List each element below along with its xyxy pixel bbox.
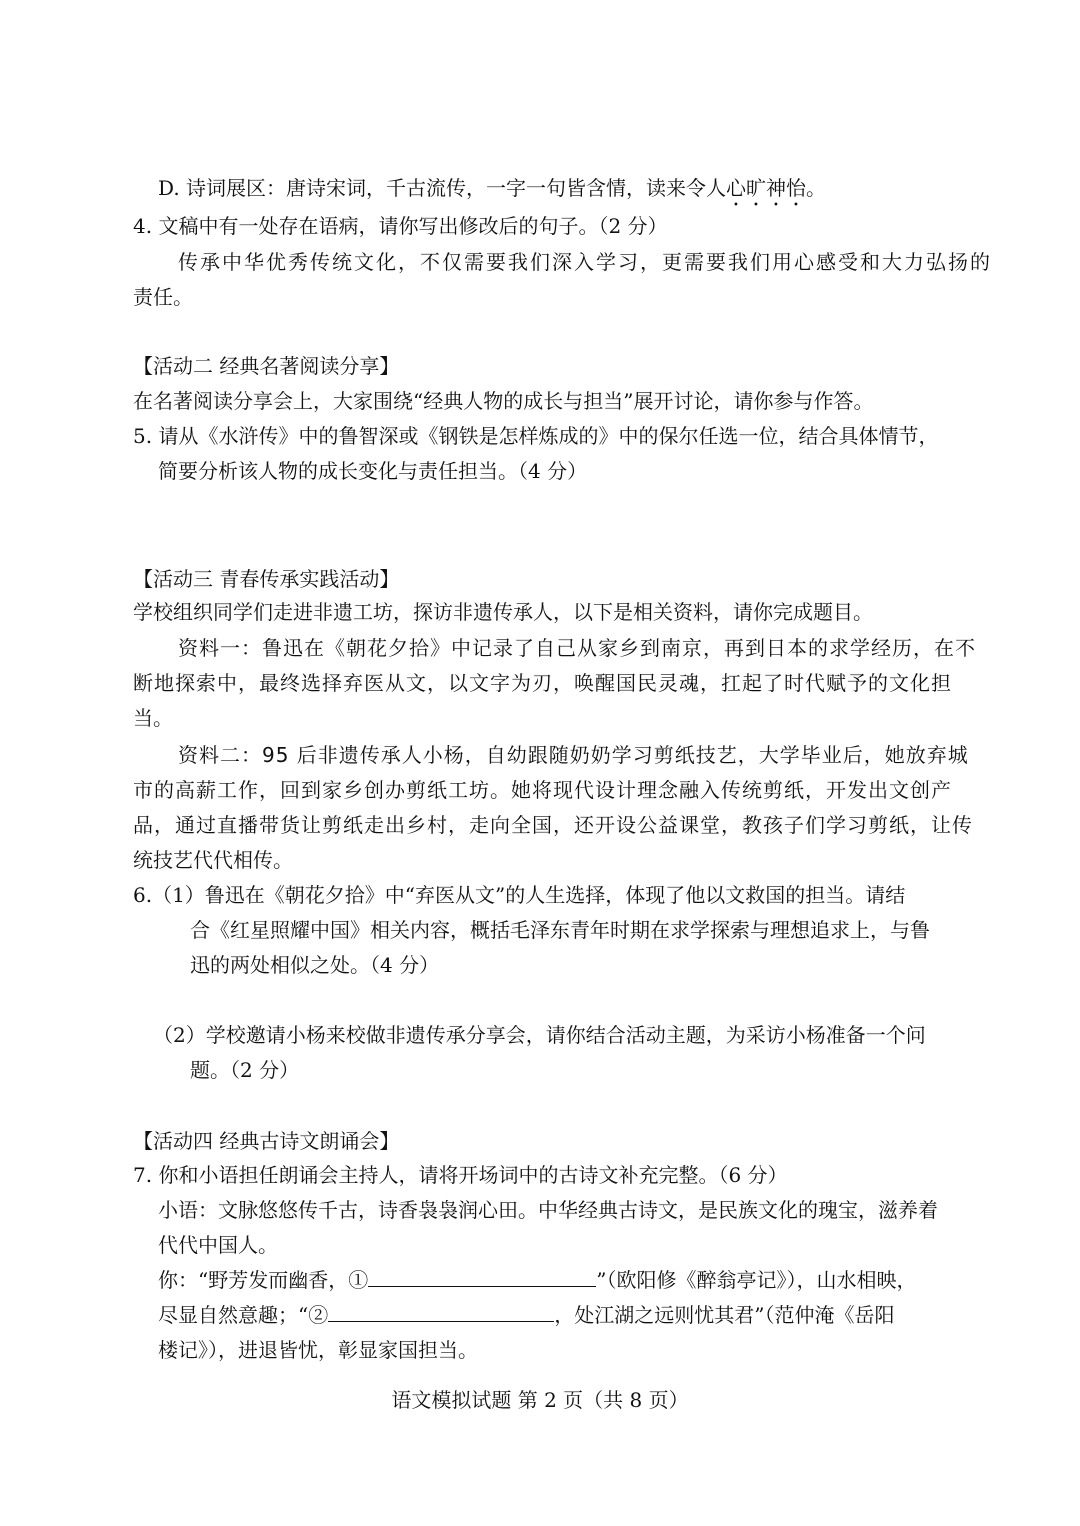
xiaoyu-line2: 代代中国人。 <box>158 1233 278 1257</box>
q6-1-line1: 6.（1）鲁迅在《朝花夕拾》中“弃医从文”的人生选择，体现了他以文救国的担当。请结 <box>133 883 906 907</box>
q3-option-d-dotted-word: 心旷神怡 <box>726 176 807 200</box>
material2-line2: 市的高薪工作，回到家乡创办剪纸工坊。她将现代设计理念融入传统剪纸，开发出文创产 <box>133 778 952 802</box>
activity2-intro: 在名著阅读分享会上，大家围绕“经典人物的成长与担当”展开讨论，请你参与作答。 <box>133 389 874 413</box>
material2-line1: 资料二：95 后非遗传承人小杨，自幼跟随奶奶学习剪纸技艺，大学毕业后，她放弃城 <box>178 743 969 767</box>
q6-2-line1: （2）学校邀请小杨来校做非遗传承分享会，请你结合活动主题，为采访小杨准备一个问 <box>153 1023 926 1047</box>
q6-1-line2: 合《红星照耀中国》相关内容，概括毛泽东青年时期在求学探索与理想追求上，与鲁 <box>190 918 930 942</box>
q6-2-line2: 题。（2 分） <box>190 1058 300 1082</box>
material1-line2: 断地探索中，最终选择弃医从文，以文字为刃，唤醒国民灵魂，扛起了时代赋予的文化担 <box>133 671 952 695</box>
material1-line3: 当。 <box>133 706 173 730</box>
activity4-title: 【活动四 经典古诗文朗诵会】 <box>133 1129 400 1153</box>
activity2-title: 【活动二 经典名著阅读分享】 <box>133 354 400 378</box>
answer-blank-2[interactable] <box>328 1301 554 1322</box>
you-line1-start: 你：“野芳发而幽香，① <box>158 1268 369 1292</box>
q3-option-d <box>158 174 826 211</box>
q6-1-line3: 迅的两处相似之处。（4 分） <box>190 953 440 977</box>
q4-sentence-line1: 传承中华优秀传统文化，不仅需要我们深入学习，更需要我们用心感受和大力弘扬的 <box>178 250 992 274</box>
q4-sentence-line2: 责任。 <box>133 285 193 309</box>
activity3-intro: 学校组织同学们走进非遗工坊，探访非遗传承人，以下是相关资料，请你完成题目。 <box>133 600 873 624</box>
you-line2-end: ，处江湖之远则忧其君”（范仲淹《岳阳 <box>554 1303 895 1327</box>
q3-option-d-suffix: 。 <box>806 176 827 200</box>
q3-option-d-prefix: D. 诗词展区：唐诗宋词，千古流传，一字一句皆含情，读来令人 <box>158 176 727 200</box>
q7-prompt: 7. 你和小语担任朗诵会主持人，请将开场词中的古诗文补充完整。（6 分） <box>133 1163 788 1187</box>
q4-prompt: 4. 文稿中有一处存在语病，请你写出修改后的句子。（2 分） <box>133 214 668 238</box>
xiaoyu-line1: 小语：文脉悠悠传千古，诗香袅袅润心田。中华经典古诗文，是民族文化的瑰宝，滋养着 <box>158 1198 938 1222</box>
you-line2 <box>158 1301 894 1329</box>
you-line3: 楼记》），进退皆忧，彰显家国担当。 <box>158 1338 478 1362</box>
q5-line1: 5. 请从《水浒传》中的鲁智深或《钢铁是怎样炼成的》中的保尔任选一位，结合具体情节， <box>133 424 939 448</box>
you-line2-start: 尽显自然意趣；“② <box>158 1303 329 1327</box>
q5-line2: 简要分析该人物的成长变化与责任担当。（4 分） <box>158 459 588 483</box>
material2-line3: 品，通过直播带货让剪纸走出乡村，走向全国，还开设公益课堂，教孩子们学习剪纸，让传 <box>133 813 973 837</box>
material2-line4: 统技艺代代相传。 <box>133 848 293 872</box>
activity3-title: 【活动三 青春传承实践活动】 <box>133 567 400 591</box>
page-footer: 语文模拟试题 第 2 页（共 8 页） <box>391 1388 689 1412</box>
answer-blank-1[interactable] <box>368 1266 596 1287</box>
material1-line1: 资料一：鲁迅在《朝花夕拾》中记录了自己从家乡到南京，再到日本的求学经历，在不 <box>178 636 976 660</box>
you-line1 <box>158 1266 916 1294</box>
you-line1-end: ”（欧阳修《醉翁亭记》），山水相映， <box>596 1268 917 1292</box>
